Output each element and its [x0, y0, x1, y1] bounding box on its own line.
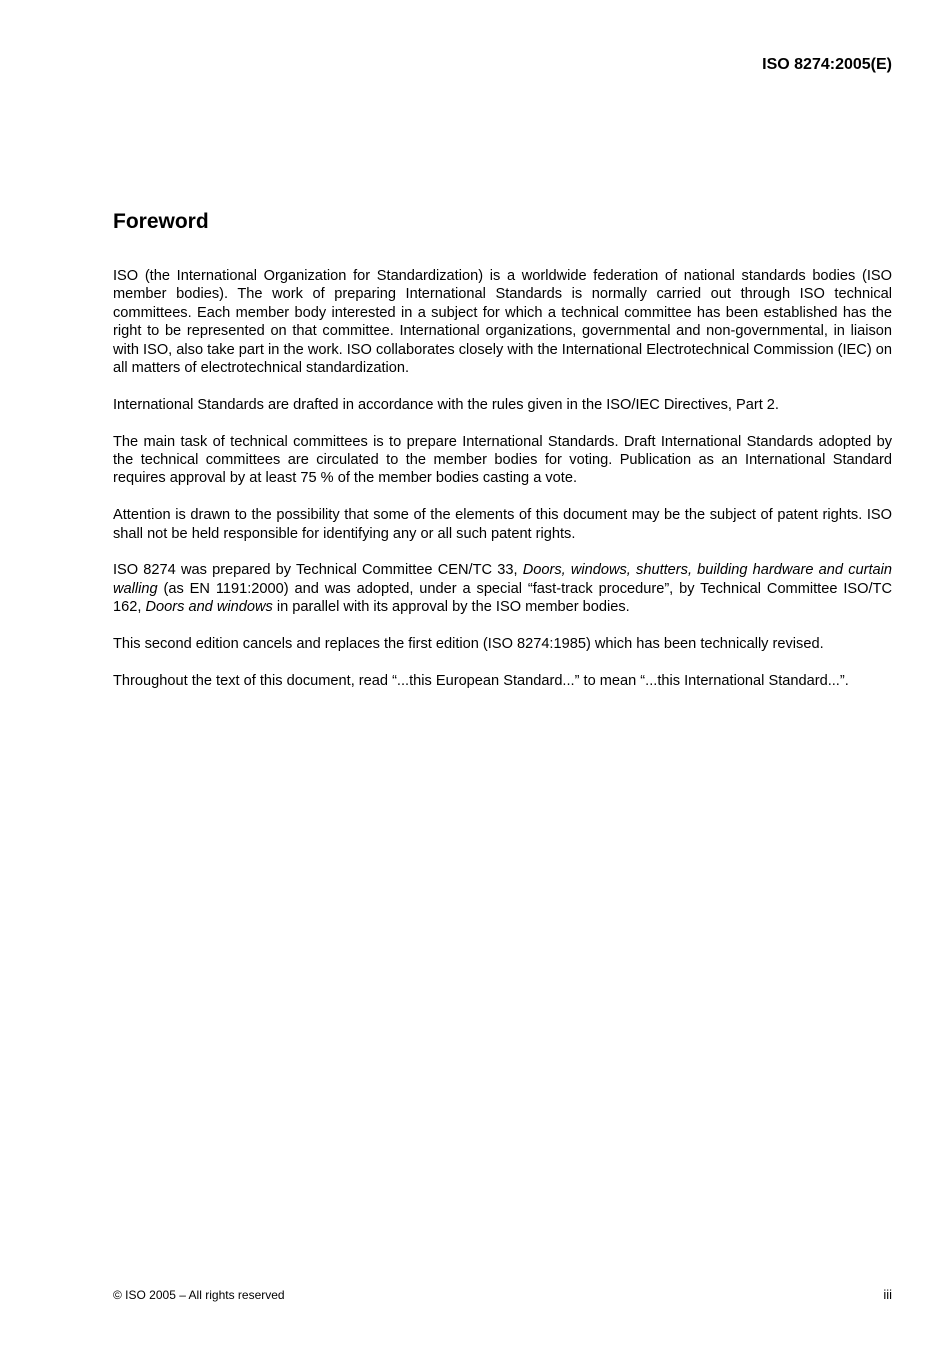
- paragraph-reading-note: Throughout the text of this document, read “...this European Standard...” to mean “...this International Standard...”.: [113, 672, 849, 689]
- page-number: iii: [883, 1287, 892, 1302]
- paragraph-patent-rights: Attention is drawn to the possibility that some of the elements of this document may be the subject of patent rights. ISO shall not be held responsible for identifying any or all such patent rights.: [113, 507, 892, 542]
- prepared-text-part2: (as EN 1191:2000) and was adopted, under a special “fast-track procedure”, by Technical Committee ISO/TC 162,: [113, 580, 892, 616]
- foreword-section: [113, 208, 892, 709]
- paragraph-prepared-by: [113, 561, 892, 616]
- document-reference: ISO 8274:2005(E): [762, 56, 892, 73]
- cen-committee-title: Doors, windows, shutters, building hardware and curtain walling: [113, 562, 892, 597]
- prepared-text-part1: ISO 8274 was prepared by Technical Committee CEN/TC 33,: [113, 562, 523, 579]
- iso-committee-title: Doors and windows: [145, 599, 273, 616]
- paragraph-iso-intro: ISO (the International Organization for Standardization) is a worldwide federation of national standards bodies (ISO member bodies). The work of preparing International Standards is normally carried out through ISO technical committees. Each member body interested in a subject for which a technical committee has been established has the right to be represented on that committee. International organizations, governmental and non-governmental, in liaison with ISO, also take part in the work. ISO collaborates closely with the International Electrotechnical Commission (IEC) on all matters of electrotechnical standardization.: [113, 268, 892, 377]
- section-title: Foreword: [113, 210, 209, 233]
- paragraph-technical-committees: The main task of technical committees is to prepare International Standards. Draft International Standards adopted by the technical committees are circulated to the member bodies for voting. Publication as an International Standard requires approval by at least 75 % of the member bodies casting a vote.: [113, 433, 892, 487]
- copyright-notice: © ISO 2005 – All rights reserved: [113, 1288, 285, 1302]
- prepared-text-part3: in parallel with its approval by the ISO member bodies.: [272, 599, 630, 616]
- paragraph-directives: International Standards are drafted in accordance with the rules given in the ISO/IEC Directives, Part 2.: [113, 396, 779, 413]
- paragraph-edition-note: This second edition cancels and replaces the first edition (ISO 8274:1985) which has been technically revised.: [113, 636, 824, 653]
